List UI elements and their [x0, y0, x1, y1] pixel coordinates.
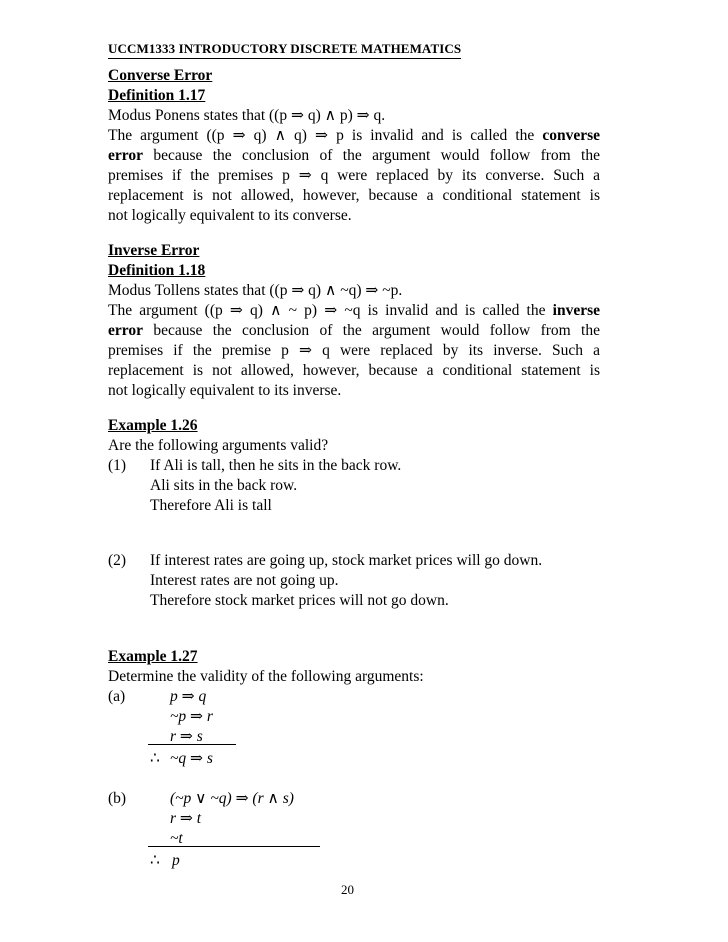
- argument-2-premise: Interest rates are not going up.: [150, 572, 339, 589]
- argument-b-conclusion-rule: [148, 846, 320, 847]
- therefore-symbol: ∴: [150, 852, 160, 869]
- example-1-27-section: [108, 647, 600, 687]
- converse-paragraph-line: error because the conclusion of the argument would follow from the: [108, 147, 600, 164]
- argument-2-conclusion: Therefore stock market prices will not go down.: [150, 592, 449, 609]
- argument-1-premise: If Ali is tall, then he sits in the back row.: [150, 457, 402, 474]
- argument-2-label: (2): [108, 552, 127, 569]
- inverse-paragraph-line: premises if the premise p ⇒ q were replaced by its inverse. Such a: [108, 342, 600, 359]
- converse-error-heading: Converse Error: [108, 67, 213, 84]
- argument-a-premise: ~p ⇒ r: [170, 708, 213, 725]
- example-1-26-section: [108, 416, 600, 456]
- converse-paragraph-line: premises if the premises p ⇒ q were replaced by its converse. Such a: [108, 167, 600, 184]
- converse-term: converse: [542, 127, 600, 144]
- argument-b-premise: r ⇒ t: [170, 810, 202, 827]
- converse-paragraph-line: not logically equivalent to its converse.: [108, 207, 352, 224]
- therefore-symbol: ∴: [150, 750, 160, 767]
- argument-b-premise: (~p ∨ ~q) ⇒ (r ∧ s): [170, 790, 294, 807]
- definition-1-17-heading: Definition 1.17: [108, 87, 206, 104]
- example-1-27-question: Determine the validity of the following arguments:: [108, 668, 424, 685]
- error-term: error: [108, 322, 143, 339]
- argument-2-premise: If interest rates are going up, stock market prices will go down.: [150, 552, 543, 569]
- converse-paragraph-line: The argument ((p ⇒ q) ∧ q) ⇒ p is invalid and is called the converse: [108, 127, 600, 144]
- example-1-27-heading: Example 1.27: [108, 648, 198, 665]
- inverse-paragraph-line: replacement is not allowed, however, because a conditional statement is: [108, 362, 600, 379]
- argument-a-premise: p ⇒ q: [170, 688, 207, 705]
- page-number: 20: [341, 882, 354, 897]
- converse-error-section: [108, 66, 600, 226]
- example-1-26-heading: Example 1.26: [108, 417, 198, 434]
- modus-tollens-statement: Modus Tollens states that ((p ⇒ q) ∧ ~q) ⇒ ~p.: [108, 282, 403, 299]
- inverse-error-section: [108, 241, 600, 401]
- argument-b-conclusion: p: [172, 852, 180, 869]
- course-header: UCCM1333 INTRODUCTORY DISCRETE MATHEMATICS: [108, 41, 461, 59]
- inverse-error-heading: Inverse Error: [108, 242, 200, 259]
- argument-a-premise: r ⇒ s: [170, 728, 203, 745]
- argument-1-premise: Ali sits in the back row.: [150, 477, 298, 494]
- modus-ponens-statement: Modus Ponens states that ((p ⇒ q) ∧ p) ⇒ q.: [108, 107, 386, 124]
- argument-a-conclusion-rule: [148, 744, 236, 745]
- example-1-26-question: Are the following arguments valid?: [108, 437, 329, 454]
- converse-paragraph-line: replacement is not allowed, however, because a conditional statement is: [108, 187, 600, 204]
- argument-b-premise: ~t: [170, 830, 183, 847]
- argument-a-label: (a): [108, 688, 126, 705]
- inverse-paragraph-line: error because the conclusion of the argument would follow from the: [108, 322, 600, 339]
- error-term: error: [108, 147, 143, 164]
- argument-b-label: (b): [108, 790, 127, 807]
- definition-1-18-heading: Definition 1.18: [108, 262, 206, 279]
- inverse-paragraph-line: The argument ((p ⇒ q) ∧ ~ p) ⇒ ~q is invalid and is called the inverse: [108, 302, 600, 319]
- inverse-term: inverse: [552, 302, 600, 319]
- argument-a-conclusion: ~q ⇒ s: [170, 750, 213, 767]
- argument-1-label: (1): [108, 457, 127, 474]
- argument-1-conclusion: Therefore Ali is tall: [150, 497, 272, 514]
- inverse-paragraph-line: not logically equivalent to its inverse.: [108, 382, 342, 399]
